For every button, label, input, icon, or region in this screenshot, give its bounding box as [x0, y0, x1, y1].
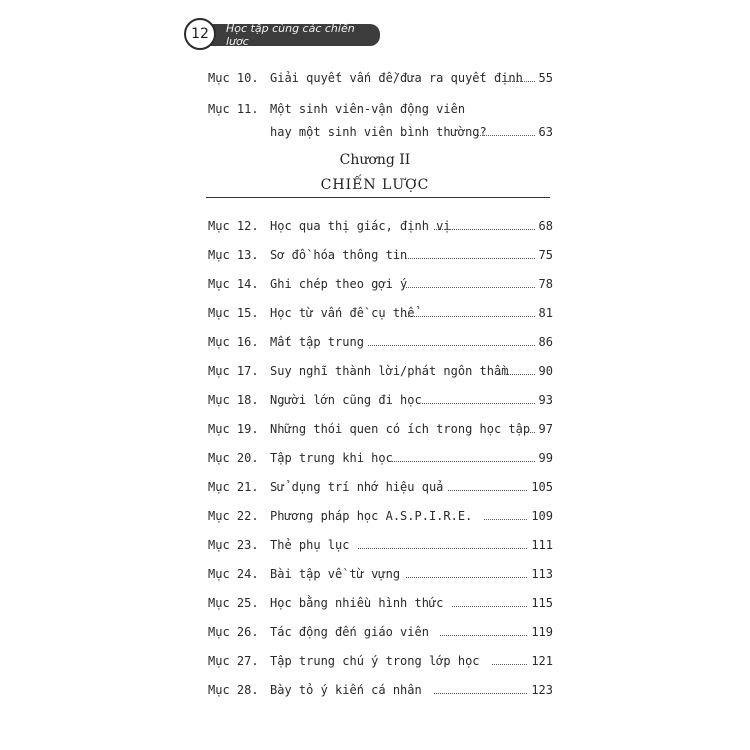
entry-title: Phương pháp học A.S.P.I.R.E. [270, 509, 473, 523]
entry-label: Mục 18. [208, 393, 259, 407]
entry-page-number: 55 [538, 71, 553, 85]
entry-title: Người lớn cũng đi học [270, 393, 422, 407]
dot-leader [368, 345, 535, 346]
chapter-divider [206, 197, 550, 198]
entry-page-number: 113 [531, 567, 553, 581]
dot-leader [452, 606, 527, 607]
entry-title: Một sinh viên-vận động viên [270, 102, 466, 116]
entry-label: Mục 16. [208, 335, 259, 349]
entry-label: Mục 12. [208, 219, 259, 233]
entry-title: Học bằng nhiều hình thức [270, 596, 444, 610]
entry-title: Thẻ phụ lục [270, 538, 350, 552]
entry-page-number: 121 [531, 654, 553, 668]
dot-leader [530, 432, 535, 433]
dot-leader [406, 258, 535, 259]
entry-page-number: 63 [538, 125, 553, 139]
dot-leader [358, 548, 527, 549]
entry-label: Mục 17. [208, 364, 259, 378]
entry-title: Bài tập về từ vựng [270, 567, 401, 581]
entry-label: Mục 19. [208, 422, 259, 436]
entry-title: Giải quyết vấn đề/đưa ra quyết định [270, 71, 523, 85]
entry-label: Mục 27. [208, 654, 259, 668]
dot-leader [406, 577, 527, 578]
entry-label: Mục 15. [208, 306, 259, 320]
entry-page-number: 75 [538, 248, 553, 262]
entry-title: hay một sinh viên bình thường? [270, 125, 487, 139]
dot-leader [484, 519, 527, 520]
entry-label: Mục 25. [208, 596, 259, 610]
entry-label: Mục 23. [208, 538, 259, 552]
entry-label: Mục 26. [208, 625, 259, 639]
entry-title: Sơ đồ hóa thông tin [270, 248, 408, 262]
dot-leader [440, 635, 527, 636]
entry-label: Mục 11. [208, 102, 259, 116]
dot-leader [477, 135, 535, 136]
entry-label: Mục 10. [208, 71, 259, 85]
dot-leader [434, 693, 527, 694]
entry-label: Mục 14. [208, 277, 259, 291]
dot-leader [492, 664, 527, 665]
entry-title: Học qua thị giác, định vị [270, 219, 451, 233]
entry-page-number: 68 [538, 219, 553, 233]
dot-leader [496, 374, 535, 375]
entry-page-number: 111 [531, 538, 553, 552]
entry-page-number: 86 [538, 335, 553, 349]
page-header [184, 18, 384, 50]
entry-page-number: 78 [538, 277, 553, 291]
entry-page-number: 81 [538, 306, 553, 320]
entry-label: Mục 21. [208, 480, 259, 494]
entry-page-number: 109 [531, 509, 553, 523]
entry-title: Tập trung chú ý trong lớp học [270, 654, 480, 668]
entry-page-number: 123 [531, 683, 553, 697]
dot-leader [434, 229, 535, 230]
running-title: Học tập cùng các chiến lược [204, 24, 380, 46]
entry-page-number: 90 [538, 364, 553, 378]
dot-leader [422, 403, 535, 404]
entry-page-number: 93 [538, 393, 553, 407]
entry-page-number: 97 [538, 422, 553, 436]
dot-leader [504, 81, 535, 82]
dot-leader [448, 490, 527, 491]
dot-leader [406, 287, 535, 288]
entry-title: Ghi chép theo gợi ý [270, 277, 408, 291]
entry-title: Bày tỏ ý kiến cá nhân [270, 683, 422, 697]
entry-label: Mục 20. [208, 451, 259, 465]
chapter-title: CHIẾN LƯỢC [320, 177, 430, 193]
entry-page-number: 99 [538, 451, 553, 465]
entry-page-number: 105 [531, 480, 553, 494]
entry-title: Những thói quen có ích trong học tập [270, 422, 531, 436]
entry-title: Sử dụng trí nhớ hiệu quả [270, 480, 444, 494]
entry-label: Mục 24. [208, 567, 259, 581]
entry-page-number: 119 [531, 625, 553, 639]
chapter-number: Chương II [339, 152, 411, 168]
entry-title: Tập trung khi học [270, 451, 393, 465]
entry-title: Mất tập trung [270, 335, 364, 349]
entry-page-number: 115 [531, 596, 553, 610]
entry-label: Mục 13. [208, 248, 259, 262]
entry-label: Mục 22. [208, 509, 259, 523]
dot-leader [388, 461, 535, 462]
entry-title: Suy nghĩ thành lời/phát ngôn thầm [270, 364, 509, 378]
page-number-badge: 12 [184, 18, 216, 50]
entry-title: Tác động đến giáo viên [270, 625, 429, 639]
entry-label: Mục 28. [208, 683, 259, 697]
entry-title: Học từ vấn đề cụ thể [270, 306, 415, 320]
dot-leader [406, 316, 535, 317]
